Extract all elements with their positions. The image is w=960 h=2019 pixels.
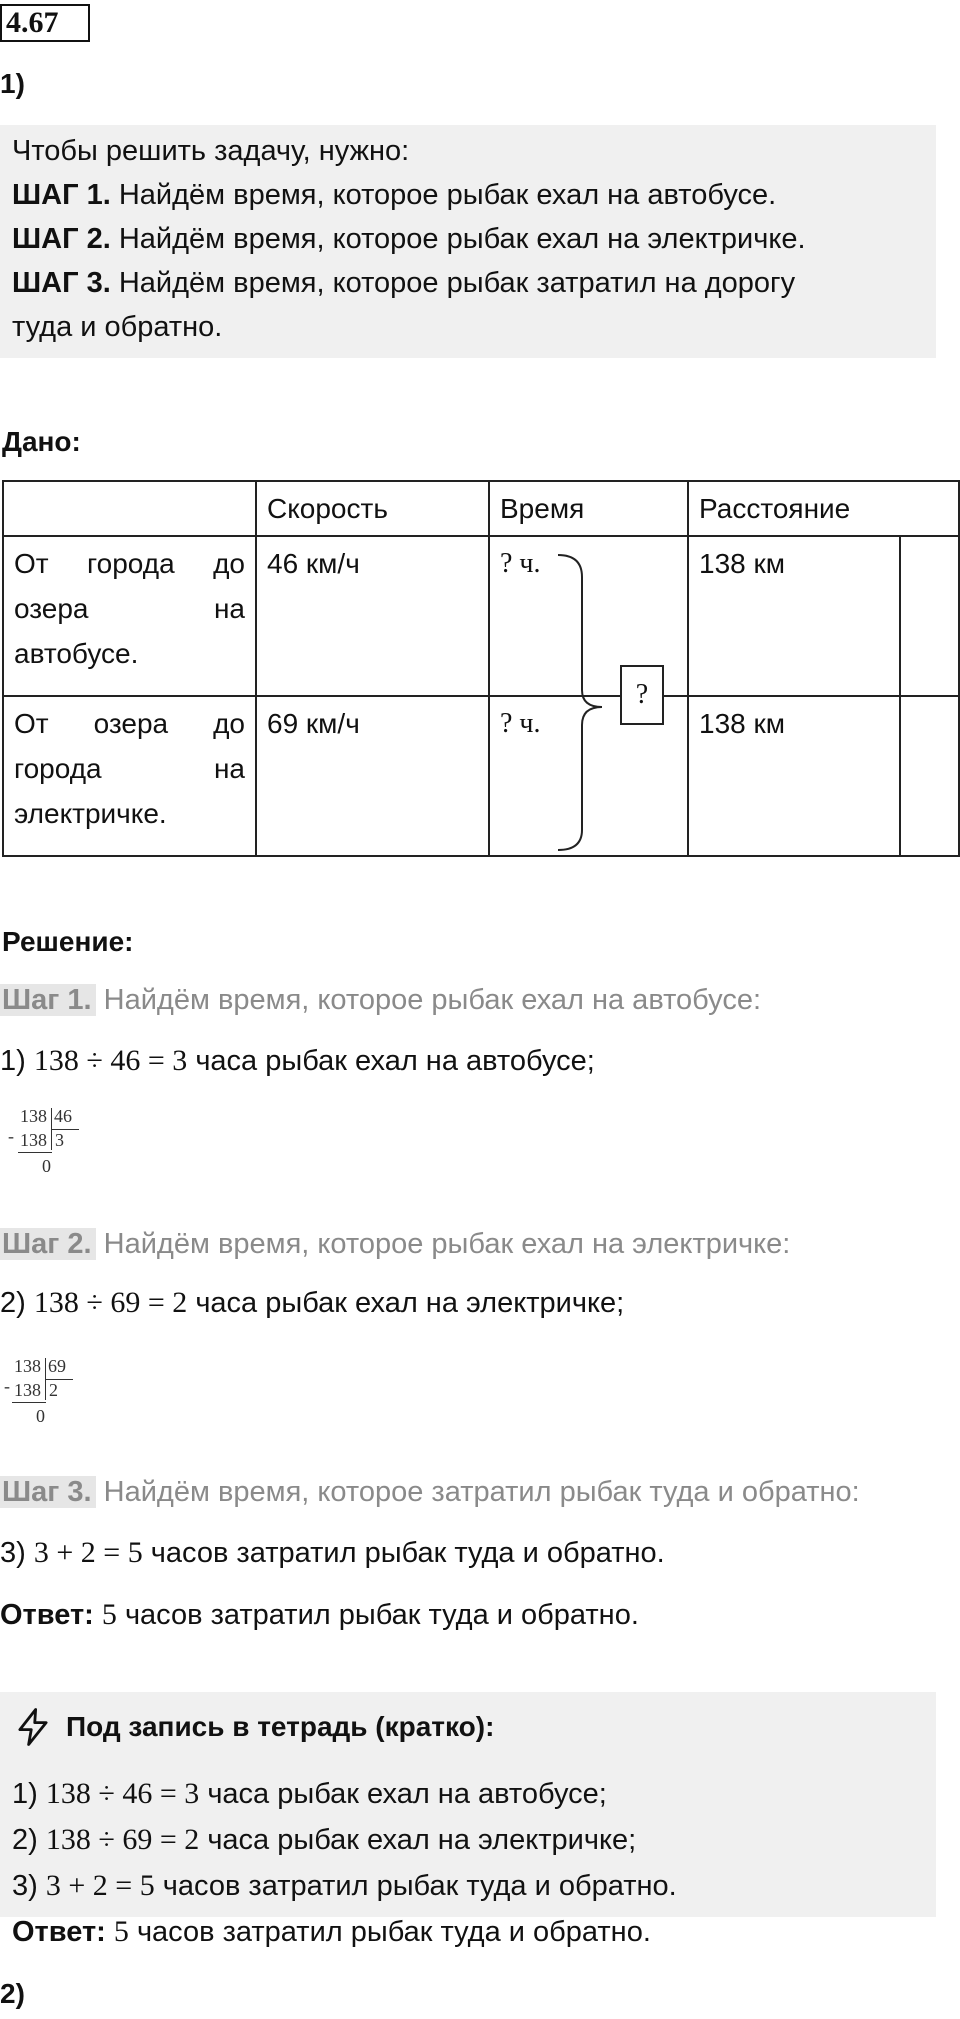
solution-step-3-heading: Шаг 3. Найдём время, которое затратил рыбак туда и обратно: [2,1476,860,1508]
long-division-2: 138 69 - 138 2 0 [4,1356,84,1446]
table-row [3,536,959,696]
plan-step-text: Найдём время, которое рыбак ехал на автобусе. [118,179,777,211]
distance-cell: 138 км [688,536,900,696]
plan-step-text: Найдём время, которое рыбак ехал на электричке. [118,223,806,255]
header-cell-time: Время [489,481,688,536]
given-table [2,480,960,857]
plan-step-2 [12,217,924,261]
notebook-notes-box [0,1692,936,1948]
plan-intro: Чтобы решить задачу, нужно: [12,135,410,167]
plan-step-3-continuation: туда и обратно. [12,311,223,343]
table-header-row [3,481,959,536]
plan-step-label: ШАГ 1. [12,179,111,211]
notes-line: 2) 138 ÷ 69 = 2 часа рыбак ехал на электричке; [12,1823,637,1856]
solution-step-2-heading: Шаг 2. Найдём время, которое рыбак ехал на электричке: [2,1228,791,1260]
lightning-icon [12,1706,54,1748]
speed-cell: 69 км/ч [256,696,489,856]
problem-number: 4.67 [0,4,90,42]
total-time-box: ? [620,665,664,725]
part-1-label: 1) [0,68,25,99]
empty-cell [900,696,959,856]
header-cell-distance: Расстояние [688,481,959,536]
long-division-1: 138 46 - 138 3 0 [8,1106,88,1196]
plan-step-text: Найдём время, которое рыбак затратил на дорогу [118,267,796,299]
table-row [3,696,959,856]
solution-title: Решение: [2,926,134,957]
time-cell: ? ч. [489,536,688,696]
header-cell-empty [3,481,256,536]
answer-line: Ответ: 5 часов затратил рыбак туда и обратно. [0,1598,639,1631]
row-label-bus: От города до озера на автобусе. [3,536,256,696]
notes-line: 1) 138 ÷ 46 = 3 часа рыбак ехал на автобусе; [12,1777,607,1810]
solution-step-1-line: 1) 138 ÷ 46 = 3 часа рыбак ехал на автобусе; [0,1044,595,1077]
plan-step-label: ШАГ 3. [12,267,111,299]
notes-line: 3) 3 + 2 = 5 часов затратил рыбак туда и обратно. [12,1869,677,1902]
part-2-label: 2) [0,1978,25,2009]
solution-step-3-line: 3) 3 + 2 = 5 часов затратил рыбак туда и обратно. [0,1536,665,1569]
notes-answer: Ответ: 5 часов затратил рыбак туда и обратно. [12,1915,651,1948]
plan-step-label: ШАГ 2. [12,223,111,255]
header-cell-speed: Скорость [256,481,489,536]
plan-step-3 [12,261,924,305]
plan-step-1 [12,173,924,217]
speed-cell: 46 км/ч [256,536,489,696]
row-label-train: От озера до города на электричке. [3,696,256,856]
solution-step-2-line: 2) 138 ÷ 69 = 2 часа рыбак ехал на электричке; [0,1286,625,1319]
notes-lines [12,1771,677,1955]
notes-header: Под запись в тетрадь (кратко): [12,1706,494,1748]
solution-step-1-heading: Шаг 1. Найдём время, которое рыбак ехал на автобусе: [2,984,761,1016]
distance-cell: 138 км [688,696,900,856]
given-title: Дано: [2,426,81,457]
time-cell: ? ч. [489,696,688,856]
empty-cell [900,536,959,696]
solution-plan-box [0,125,936,358]
